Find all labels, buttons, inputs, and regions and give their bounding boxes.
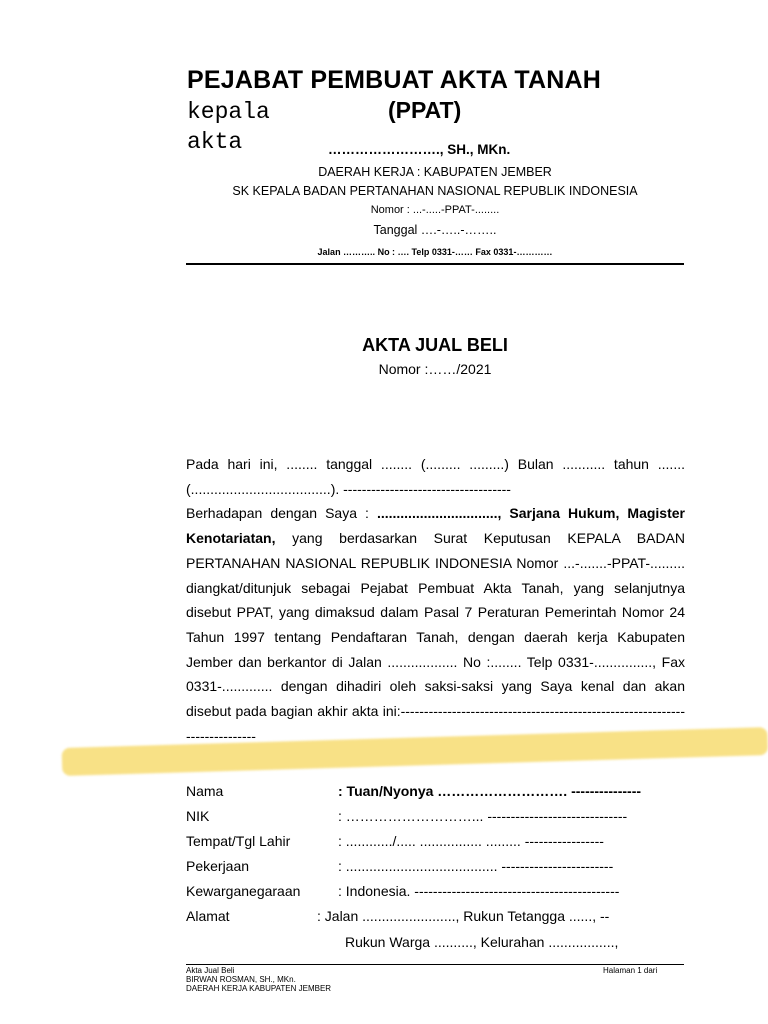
paragraph-appearance	[186, 501, 685, 748]
field-value: : Indonesia. --------------------------------------------	[338, 883, 620, 899]
footer-notary: BIRWAN ROSMAN, SH., MKn.	[186, 975, 296, 984]
paragraph-opening: Pada hari ini, ........ tanggal ........ (......... .........) Bulan ........... tahun ....... (....................................). ------------------------------------	[186, 456, 685, 497]
field-address-continuation: Rukun Warga .........., Kelurahan .................,	[345, 934, 619, 950]
header-divider	[186, 263, 684, 265]
field-value: : ............/..... ................ ......... -----------------	[338, 833, 604, 849]
header-line-kepala: kepala	[187, 99, 270, 125]
header-sk: SK KEPALA BADAN PERTANAHAN NASIONAL REPUBLIK INDONESIA	[232, 184, 638, 198]
header-address: Jalan ……….. No : …. Telp 0331-…… Fax 0331-…………	[317, 247, 553, 257]
field-value: : ………………………... ------------------------------	[338, 808, 628, 824]
footer-doc-name: Akta Jual Beli	[186, 966, 235, 975]
official-name: ……………………., SH., MKn.	[328, 142, 511, 157]
header-line-akta: akta	[187, 129, 243, 155]
field-label: NIK	[186, 808, 210, 824]
field-label: Alamat	[186, 908, 230, 924]
header-title: PEJABAT PEMBUAT AKTA TANAH	[187, 66, 601, 94]
header-tanggal: Tanggal ….-…..-……..	[373, 223, 497, 237]
notary-title: ..............................., Sarjana Hukum, Magister Kenotariatan,	[186, 505, 685, 547]
paragraph-appearance-start: Berhadapan dengan Saya :	[186, 505, 377, 522]
document-number: Nomor :……/2021	[378, 361, 492, 377]
header-nomor: Nomor : ...-.....-PPAT-........	[370, 204, 500, 216]
body-text	[186, 452, 685, 748]
footer-area: DAERAH KERJA KABUPATEN JEMBER	[186, 984, 332, 993]
field-value: : Jalan ........................, Rukun Tetangga ......, --	[317, 908, 610, 924]
header-area: DAERAH KERJA : KABUPATEN JEMBER	[318, 165, 552, 179]
footer-page: Halaman 1 dari	[603, 966, 658, 975]
field-label: Tempat/Tgl Lahir	[186, 833, 291, 849]
paragraph-appearance-rest: yang berdasarkan Surat Keputusan KEPALA BADAN PERTANAHAN NASIONAL REPUBLIK INDONESIA Nomor ...-.......-PPAT-......... diangkat/ditunjuk sebagai Pejabat Pembuat Akta Tanah, yang selanjutnya disebut PPAT, yang dimaksud dalam Pasal 7 Peraturan Pemerintah Nomor 24 Tahun 1997 tentang Pendaftaran Tanah, dengan daerah kerja Kabupaten Jember dan berkantor di Jalan .................. No :........ Telp 0331-..............., Fax 0331-............. dengan dihadiri oleh saksi-saksi yang Saya kenal dan akan disebut pada bagian akhir akta ini:----------------------------------------------------------------------------	[186, 530, 685, 744]
document-title: AKTA JUAL BELI	[362, 335, 508, 355]
field-value: : ....................................... ------------------------	[338, 858, 614, 874]
field-label: Nama	[186, 783, 224, 799]
footer-divider	[186, 964, 684, 965]
field-label: Kewarganegaraan	[186, 883, 301, 899]
header-ppat: (PPAT)	[388, 97, 462, 123]
field-label: Pekerjaan	[186, 858, 250, 874]
field-value: : Tuan/Nyonya ………………………. ---------------	[338, 783, 642, 799]
